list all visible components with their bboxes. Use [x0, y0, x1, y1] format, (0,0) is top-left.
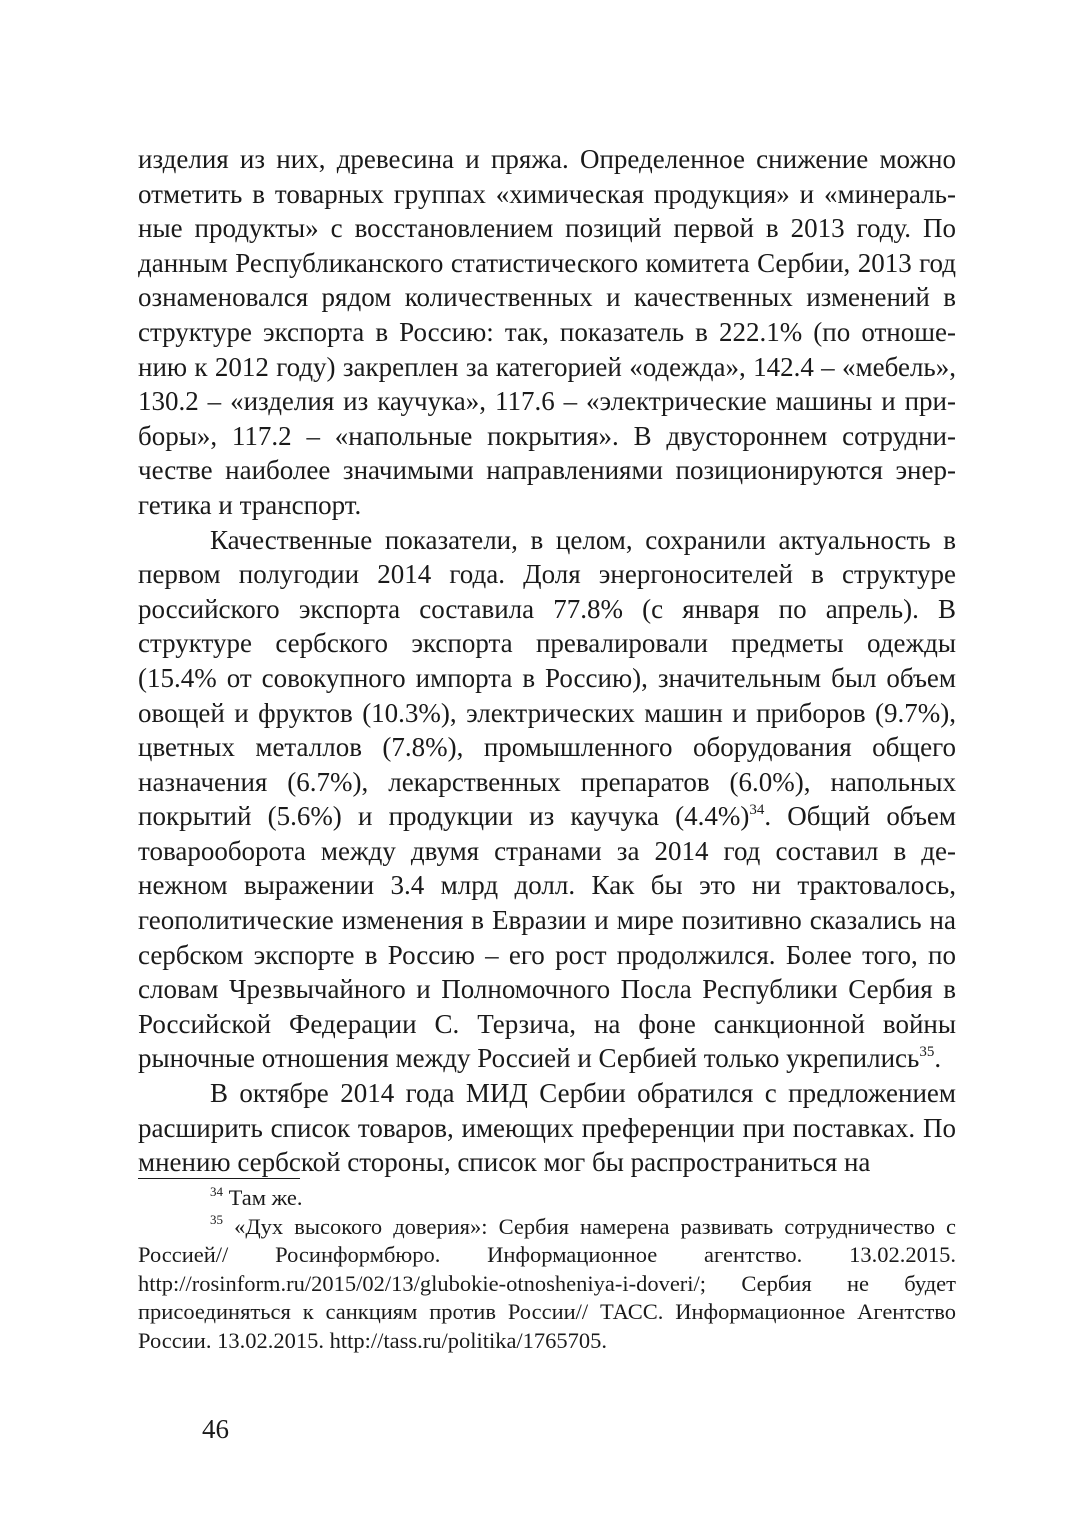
- footnote-text: Там же.: [228, 1185, 303, 1210]
- footnote-text: «Дух высокого доверия»: Сербия намерена развивать сотрудничество с Россией// Росинформбюро. Информационное агентство. 13.02.2015. http://rosinform.ru/2015/02/13/glubokie-otnosheniya-i-doveri/; Сербия не будет присоединяться к санкциям против России// ТАСС. Информационное Агентство России. 13.02.2015. http://tass.ru/politika/1765705.: [138, 1213, 957, 1353]
- page-number: 46: [202, 1414, 229, 1444]
- paragraph-3: В октябре 2014 года МИД Сербии обратился с предложением расширить список товаров, имеющих преференции при поставках. По мнению сербской стороны, список мог бы распространиться на: [138, 1078, 956, 1178]
- footnote-35: [138, 1213, 956, 1356]
- paragraph-2: Качественные показатели, в целом, сохранили актуальность в первом полугодии 2014 года. Доля энергоносителей в структуре российского экспорта составила 77.8% (с января по апрель). В структуре сербского экспорта превалировали предметы одежды (15.4% от совокупного импорта в Россию), значительным был объем овощей и фруктов (10.3%), электрических машин и приборов (9.7%), цветных металлов (7.8%), промышленного оборудования общего назначения (6.7%), лекарственных препаратов (6.0%), напольных покрытий (5.6%) и продукции из каучука $(4.4\%)^{34}$. Общий объем товарооборота между двумя странами за 2014 год составил в денежном выражении 3.4 млрд долл. Как бы это ни трактовалось, геополитические изменения в Евразии и мире позитивно сказались на сербском экспорте в Россию – его рост продолжился. Более того, по словам Чрезвычайного и Полномочного Посла Республики Сербия в Российской Федерации С. Терзича, на фоне санкционной войны рыночные отношения между Россией и Сербией только укрепились$^{35}$.: [138, 524, 956, 1074]
- footnote-number: 35: [210, 1212, 223, 1227]
- main-text: [138, 142, 956, 1180]
- footnote-ref-34[interactable]: 34: [749, 802, 765, 819]
- paragraph-1: изделия из них, древесина и пряжа. Определенное снижение можно отметить в товарных группах «химическая продукция» и «минеральные продукты» с восстановлением позиций первой в 2013 году. По данным Республиканского статистического комитета Сербии, 2013 год ознаменовался рядом количественных и качественных изменений в структуре экспорта в Россию: так, показатель в 222.1% (по отношению к 2012 году) закреплен за категорией «одежда», 142.4 – «мебель», 130.2 – «изделия из каучука», 117.6 – «электрические машины и приборы», 117.2 – «напольные покрытия». В двустороннем сотрудничестве наиболее значимыми направлениями позиционируются энергетика и транспорт.: [138, 144, 956, 520]
- footnotes: [138, 1184, 956, 1355]
- footnote-34: [138, 1184, 956, 1213]
- footnote-number: 34: [210, 1183, 223, 1199]
- footnote-separator: [138, 1178, 300, 1179]
- footnote-ref-35[interactable]: 35: [919, 1044, 935, 1061]
